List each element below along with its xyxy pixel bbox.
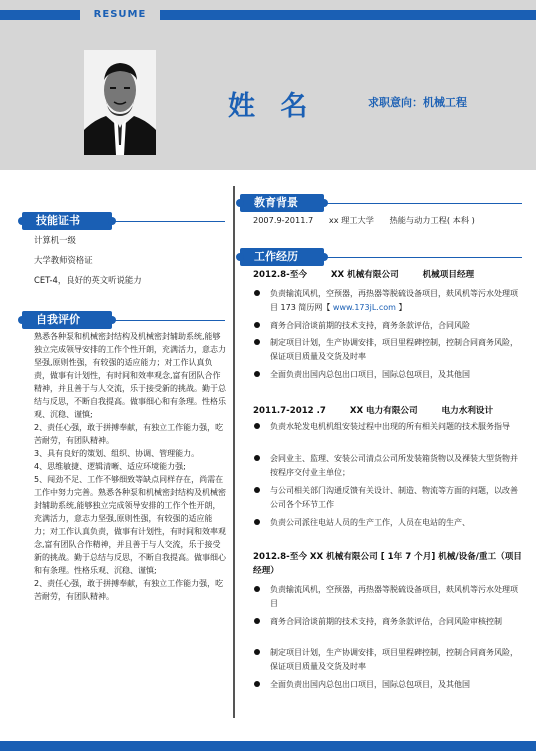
header-accent-bar: [160, 10, 536, 20]
profile-photo: [84, 50, 156, 155]
work-title: 工作经历: [254, 250, 298, 263]
heading-rule: [100, 320, 225, 321]
job-bullet: [254, 420, 524, 434]
job-bullet: [254, 319, 524, 333]
resume-label: RESUME: [93, 9, 147, 20]
self-eval-title: 自我评价: [36, 313, 80, 326]
bullet-text: 会同业主、监理、安装公司清点公司所发装箱货物以及裸装大型货物并按程序交付业主单位；: [270, 454, 518, 477]
footer-accent-bar: [0, 741, 536, 751]
candidate-name: 姓 名: [228, 91, 316, 122]
bullet-text: 负责输流风机，空预器，再热器等脱硫设备项目，麸风机等污水处理项目: [270, 585, 518, 608]
bullet-text: 负责公司派往电站人员的生产工作，人员在电站的生产、: [270, 518, 470, 527]
bullet-dot: [254, 586, 260, 592]
heading-rule: [100, 221, 225, 222]
job-intent: 求职意向：机械工程: [368, 96, 467, 109]
job-header: 2012.8-至今 XX 机械有限公司 [ 1年 7 个月] 机械/设备/重工（项目经理）: [253, 552, 522, 576]
self-eval-text: 熟悉各种泵和机械密封结构及机械密封辅助系统,能够独立完成领导安排的工作个性开朗，充满活力，意志力坚强,原则性强，有较强的适应能力；对工作认真负责，做事有计划性，有时间和效率观念,富有团队合作精神，并且善于与人交流，乐于接受新的挑战。勤于总结与反思，不断自我提高。做事细心和有条理。性格乐观、沉稳、谨慎; 2、责任心强，敢于拼搏奉献，有独立工作能力强，吃苦耐劳，有团队精神。 3、具有良好的策划、组织、协调、管理能力。 4、思维敏捷、逻辑清晰、适应环境能力强; 5、闯劲不足、工作不够细致等缺点同样存在，尚需在工作中努力完善。熟悉各种泵和机械密封结构及机械密封辅助系统,能够独立完成领导安排的工作个性开朗，充满活力，意志力坚强,原则性强，有较强的适应能力；对工作认真负责，做事有计划性，有时间和效率观念,富有团队合作精神，并且善于与人交流，乐于接受新的挑战。勤于总结与反思，不断自我提高。做事细心和有条理。性格乐观、沉稳、谨慎; 2、责任心强，敢于拼搏奉献，有独立工作能力强，吃苦耐劳，有团队精神。: [34, 332, 226, 601]
skills-title: 技能证书: [36, 214, 80, 227]
job-bullet: [254, 484, 524, 511]
job-header: 2011.7-2012 .7 XX 电力有限公司 电力水利设计: [253, 406, 494, 416]
column-divider: [233, 186, 235, 718]
heading-dot: [18, 316, 26, 324]
heading-rule: [312, 257, 522, 258]
bullet-text: 商务合同洽谈前期的技术支持，商务条款评估，合同风险审核控制: [270, 617, 502, 626]
bullet-text: 商务合同洽谈前期的技术支持，商务条款评估，合同风险: [270, 321, 470, 330]
job-bullet: [254, 336, 524, 363]
bullet-text: 制定项目计划，生产协调安排，项目里程碑控制，控制合同商务风险，保证项目质量及交货及时率: [270, 338, 518, 361]
skill-item: CET-4，良好的英文听说能力: [34, 275, 142, 285]
bullet-text: 制定项目计划，生产协调安排，项目里程碑控制，控制合同商务风险，保证项目质量及交货及时率: [270, 648, 518, 671]
job-bullet: [254, 368, 524, 382]
skill-item: 计算机一级: [34, 235, 76, 245]
heading-dot: [236, 199, 244, 207]
bullet-dot: [254, 322, 260, 328]
bullet-dot: [254, 339, 260, 345]
bullet-dot: [254, 618, 260, 624]
bullet-dot: [254, 681, 260, 687]
bullet-text: [270, 287, 524, 314]
header-accent-bar: [0, 10, 80, 20]
site-link[interactable]: www.173jL.com: [332, 302, 396, 312]
education-line: 2007.9-2011.7 xx 理工大学 热能与动力工程( 本科 ): [253, 215, 475, 225]
bullet-text-part: 】: [395, 302, 407, 312]
self-eval-heading: [22, 311, 112, 329]
job-bullet: [254, 646, 524, 673]
job-bullet: [254, 678, 524, 692]
bullet-dot: [254, 371, 260, 377]
job-bullet: [254, 615, 524, 629]
job-bullet: [254, 452, 524, 479]
bullet-dot: [254, 423, 260, 429]
heading-dot: [236, 253, 244, 261]
skills-heading: [22, 212, 112, 230]
bullet-dot: [254, 519, 260, 525]
bullet-text: 全面负责出国内总包出口项目，国际总包项目，及其他国: [270, 680, 470, 689]
bullet-dot: [254, 455, 260, 461]
job-header: 2012.8-至今 XX 机械有限公司 机械项目经理: [253, 270, 475, 280]
job-bullet: [254, 583, 524, 610]
bullet-dot: [254, 487, 260, 493]
bullet-text: 与公司相关部门沟通反馈有关设计、制造、物流等方面的问题，以改善公司各个环节工作: [270, 486, 518, 509]
bullet-dot: [254, 290, 260, 296]
job-bullet: [254, 287, 524, 314]
portrait-image: [84, 50, 156, 155]
heading-rule: [312, 203, 522, 204]
bullet-dot: [254, 649, 260, 655]
heading-dot: [18, 217, 26, 225]
education-title: 教育背景: [254, 196, 298, 209]
bullet-text-part: 负责输流风机，空预器，再热器等脱硫设备项目，麸风机等污水处理项目 173 简历网【: [270, 289, 518, 312]
skill-item: 大学教师资格证: [34, 255, 93, 265]
job-bullet: [254, 516, 524, 530]
bullet-text: 负责水轮发电机机组安装过程中出现的所有相关问题的技术服务指导: [270, 422, 510, 431]
bullet-text: 全面负责出国内总包出口项目，国际总包项目，及其他国: [270, 370, 470, 379]
